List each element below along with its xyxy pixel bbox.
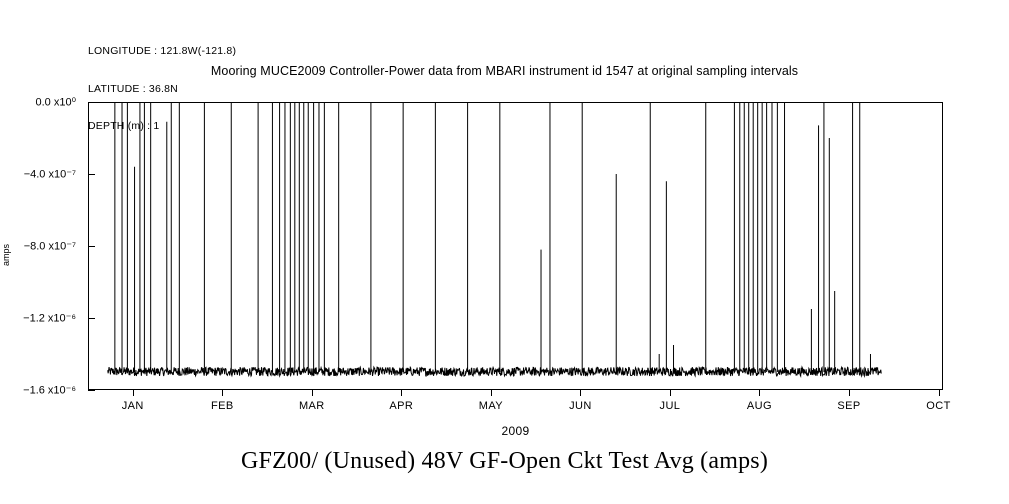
x-tick-labels: [88, 390, 951, 420]
x-tick-label: FEB: [210, 400, 234, 412]
baseline-trace: [108, 367, 882, 376]
x-tick-label: APR: [389, 400, 414, 412]
x-tick-mark: [670, 390, 671, 396]
y-tick-label: 0.0 x10⁰: [35, 96, 76, 109]
y-tick-label: −1.6 x10⁻⁶: [23, 384, 76, 397]
x-tick-mark: [312, 390, 313, 396]
data-series: [88, 102, 943, 390]
y-tick-labels: [0, 96, 84, 397]
x-tick-label: OCT: [926, 400, 951, 412]
y-tick-label: −4.0 x10⁻⁷: [23, 168, 76, 181]
plot-area: [88, 102, 943, 390]
y-tick-mark: [88, 102, 95, 103]
x-tick-label: MAR: [298, 400, 325, 412]
chart-title: Mooring MUCE2009 Controller-Power data from MBARI instrument id 1547 at original sampling intervals: [210, 64, 799, 78]
latitude-text: LATITUDE : 36.8N: [88, 82, 178, 95]
x-tick-mark: [401, 390, 402, 396]
y-tick-label: −1.2 x10⁻⁶: [23, 312, 76, 325]
x-tick-label: AUG: [746, 400, 772, 412]
figure-caption: GFZ00/ (Unused) 48V GF-Open Ckt Test Avg (amps): [240, 448, 769, 474]
x-tick-label: JUN: [569, 400, 592, 412]
y-tick-mark: [88, 318, 95, 319]
x-axis-label: 2009: [501, 424, 530, 438]
y-tick-label: −8.0 x10⁻⁷: [23, 240, 76, 253]
y-tick-mark: [88, 246, 95, 247]
x-tick-label: MAY: [478, 400, 503, 412]
y-tick-mark: [88, 174, 95, 175]
longitude-text: LONGITUDE : 121.8W(-121.8): [88, 45, 237, 57]
depth-text: DEPTH (m) : 1: [88, 120, 160, 132]
x-tick-mark: [133, 390, 134, 396]
x-tick-label: JUL: [659, 400, 681, 412]
x-tick-mark: [849, 390, 850, 396]
y-tick-mark: [88, 390, 95, 391]
x-tick-mark: [580, 390, 581, 396]
x-tick-mark: [939, 390, 940, 396]
x-tick-label: JAN: [121, 400, 144, 412]
y-axis-label: amps: [1, 244, 11, 267]
x-tick-mark: [222, 390, 223, 396]
x-tick-mark: [491, 390, 492, 396]
x-tick-label: SEP: [837, 400, 861, 412]
x-tick-mark: [759, 390, 760, 396]
